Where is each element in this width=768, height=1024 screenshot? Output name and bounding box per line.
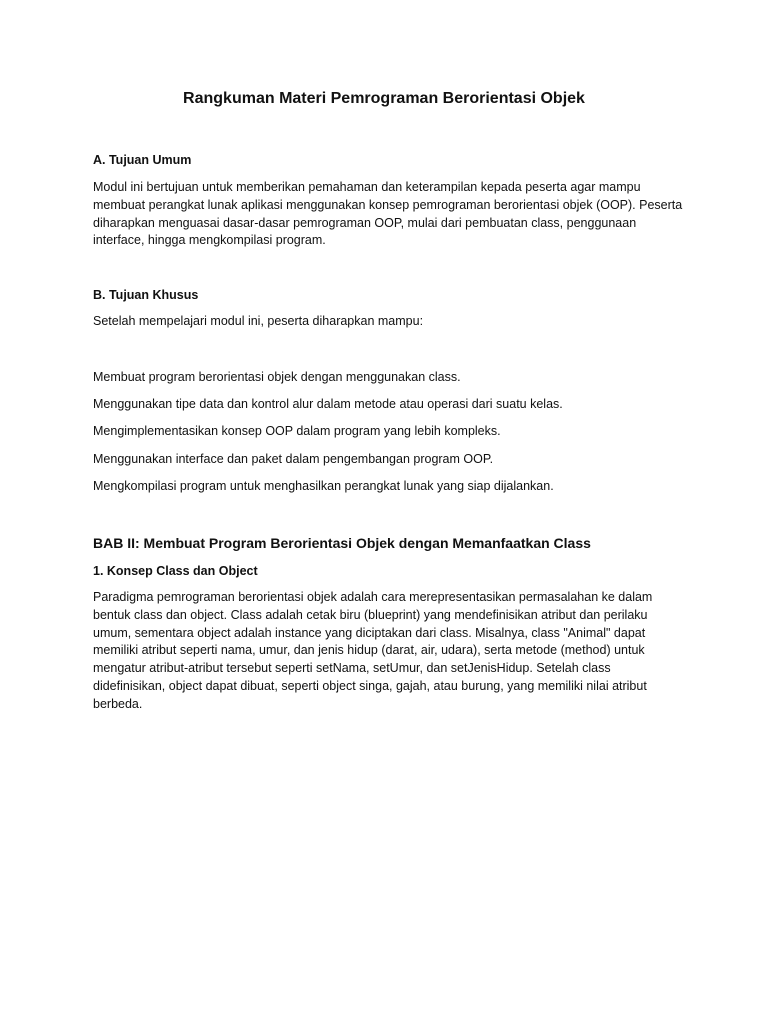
section-b-heading: B. Tujuan Khusus bbox=[93, 288, 199, 302]
subsection-1-heading: 1. Konsep Class dan Object bbox=[93, 564, 258, 578]
document-title: Rangkuman Materi Pemrograman Berorientasi Objek bbox=[183, 90, 585, 107]
section-b-intro: Setelah mempelajari modul ini, peserta diharapkan mampu: bbox=[93, 314, 424, 328]
section-a-heading: A. Tujuan Umum bbox=[93, 153, 192, 167]
list-item: Menggunakan tipe data dan kontrol alur dalam metode atau operasi dari suatu kelas. bbox=[93, 397, 563, 411]
section-a-paragraph: Modul ini bertujuan untuk memberikan pemahaman dan keterampilan kepada peserta agar mampu membuat perangkat lunak aplikasi menggunakan konsep pemrograman berorientasi objek (OOP). Peserta diharapkan menguasai dasar-dasar pemrograman OOP, mulai dari pembuatan class, penggunaan interface, hingga mengkompilasi program. bbox=[93, 180, 683, 248]
list-item: Membuat program berorientasi objek dengan menggunakan class. bbox=[93, 370, 461, 384]
subsection-1-paragraph: Paradigma pemrograman berorientasi objek adalah cara merepresentasikan permasalahan ke dalam bentuk class dan object. Class adalah cetak biru (blueprint) yang mendefinisikan atribut dan perilaku umum, sementara object adalah instance yang diciptakan dari class. Misalnya, class "Animal" dapat memiliki atribut seperti nama, umur, dan jenis hidup (darat, air, udara), serta metode (method) untuk mengatur atribut-atribut tersebut seperti setNama, setUmur, dan setJenisHidup. Setelah class didefinisikan, object dapat dibuat, seperti object singa, gajah, atau burung, yang memiliki nilai atribut berbeda. bbox=[93, 590, 653, 711]
chapter-2-heading: BAB II: Membuat Program Berorientasi Objek dengan Memanfaatkan Class bbox=[93, 535, 591, 551]
list-item: Menggunakan interface dan paket dalam pengembangan program OOP. bbox=[93, 452, 494, 466]
list-item: Mengimplementasikan konsep OOP dalam program yang lebih kompleks. bbox=[93, 424, 501, 438]
list-item: Mengkompilasi program untuk menghasilkan perangkat lunak yang siap dijalankan. bbox=[93, 479, 554, 493]
